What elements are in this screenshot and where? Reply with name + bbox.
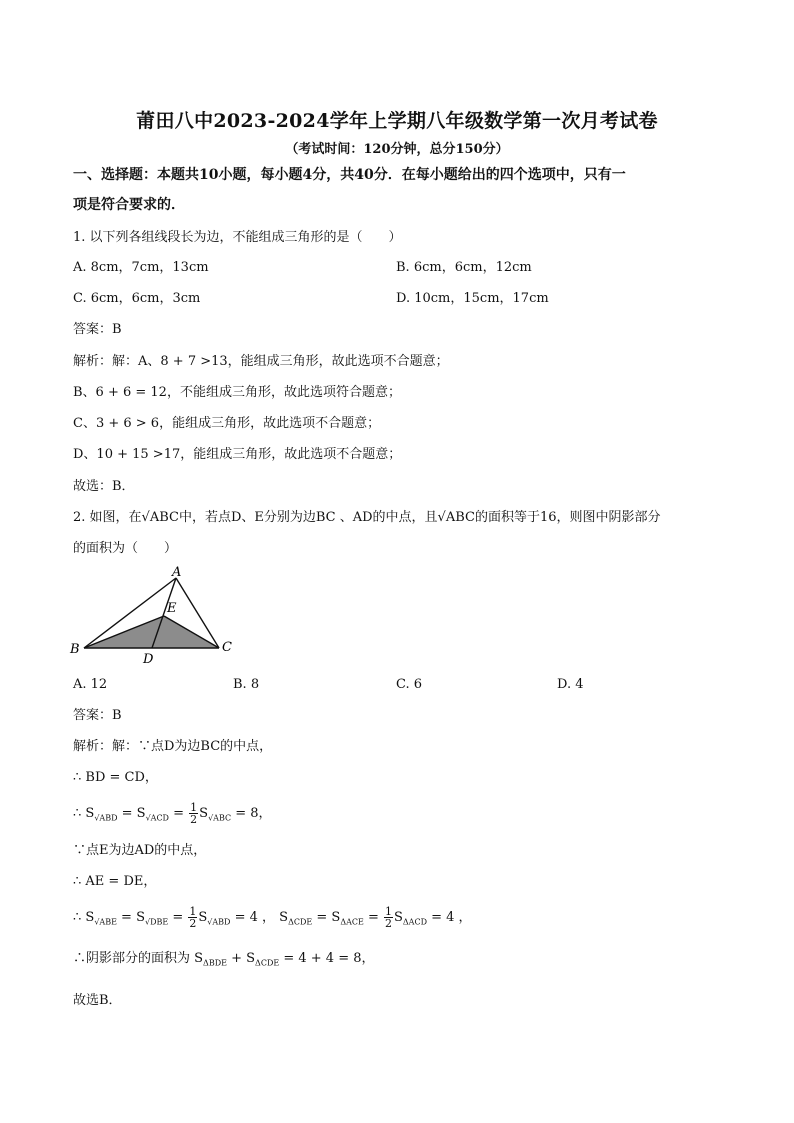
- point-label-d: D: [143, 652, 154, 666]
- q2-option-a: A. 12: [73, 677, 108, 692]
- q2-option-b: B. 8: [233, 677, 260, 692]
- q2-answer: 答案：B: [73, 708, 122, 723]
- q2-option-d: D. 4: [557, 677, 584, 692]
- q2-analysis-line: ∴ BD = CD，: [73, 770, 158, 785]
- q1-analysis-line: B、6 + 6 = 12，不能组成三角形，故此选项符合题意；: [73, 385, 401, 400]
- vertex-label-a: A: [172, 565, 182, 580]
- q1-option-c: C. 6cm，6cm，3cm: [73, 291, 201, 306]
- q1-analysis-line: 故选：B．: [73, 479, 135, 494]
- q1-option-d: D. 10cm，15cm，17cm: [396, 291, 549, 306]
- fraction-one-half: $\frac{1}{2}$: [385, 905, 392, 930]
- q1-analysis-line: 解析：解：A、8 + 7 >13，能组成三角形，故此选项不合题意；: [73, 354, 449, 369]
- section-heading-line2: 项是符合要求的．: [73, 197, 185, 213]
- q1-option-b: B. 6cm，6cm，12cm: [396, 260, 532, 275]
- q1-stem: 1. 以下列各组线段长为边，不能组成三角形的是（ ）: [73, 230, 402, 245]
- page-title: 莆田八中2023-2024学年上学期八年级数学第一次月考试卷: [136, 110, 658, 132]
- q1-option-a: A. 8cm，7cm，13cm: [73, 260, 209, 275]
- triangle-figure: [68, 562, 238, 666]
- q2-analysis-line: ∴ $S_{√ABD} = S_{√ACD}$ = $\frac{1}{2}$ $S_{√ABC} = 8$，: [73, 801, 272, 826]
- q2-option-c: C. 6: [396, 677, 423, 692]
- fraction-one-half: $\frac{1}{2}$: [189, 905, 197, 930]
- fraction-one-half: $\frac{1}{2}$: [190, 801, 198, 826]
- q2-stem-line1: 2. 如图，在√ABC中，若点D、E分别为边BC 、AD的中点，且√ABC的面积等于16，则图中阴影部分: [73, 510, 661, 525]
- section-heading-line1: 一、选择题：本题共10小题，每小题4分，共40分．在每小题给出的四个选项中，只有一: [73, 167, 626, 183]
- vertex-label-b: B: [70, 642, 80, 657]
- q2-analysis-line: 解析：解：∵点D为边BC的中点，: [73, 739, 273, 754]
- q2-analysis-line: ∴ AE = DE，: [73, 874, 157, 889]
- q2-analysis-line: ∴阴影部分的面积为 $S_{\Delta BDE} + S_{\Delta CDE} = 4 + 4 = 8$，: [73, 951, 375, 968]
- vertex-label-c: C: [222, 640, 232, 655]
- q1-analysis-line: C、3 + 6 > 6，能组成三角形，故此选项不合题意；: [73, 416, 381, 431]
- q1-answer: 答案：B: [73, 322, 122, 337]
- q2-analysis-line: ∵点E为边AD的中点，: [73, 843, 207, 858]
- q2-analysis-line: 故选B．: [73, 993, 122, 1008]
- exam-info: （考试时间：120分钟，总分150分）: [285, 142, 509, 157]
- q2-stem-line2: 的面积为（ ）: [73, 541, 178, 556]
- q2-analysis-line: ∴ $S_{√ABE} = S_{√DBE}$ = $\frac{1}{2}$ $S_{√ABD} = 4$ ， $S_{\Delta CDE} = S_{\Delta ACE}$ = $\frac{1}{2}$ $S_{\Delta ACD} = 4$ ，: [73, 905, 472, 930]
- q1-analysis-line: D、10 + 15 >17，能组成三角形，故此选项不合题意；: [73, 447, 402, 462]
- point-label-e: E: [167, 601, 177, 616]
